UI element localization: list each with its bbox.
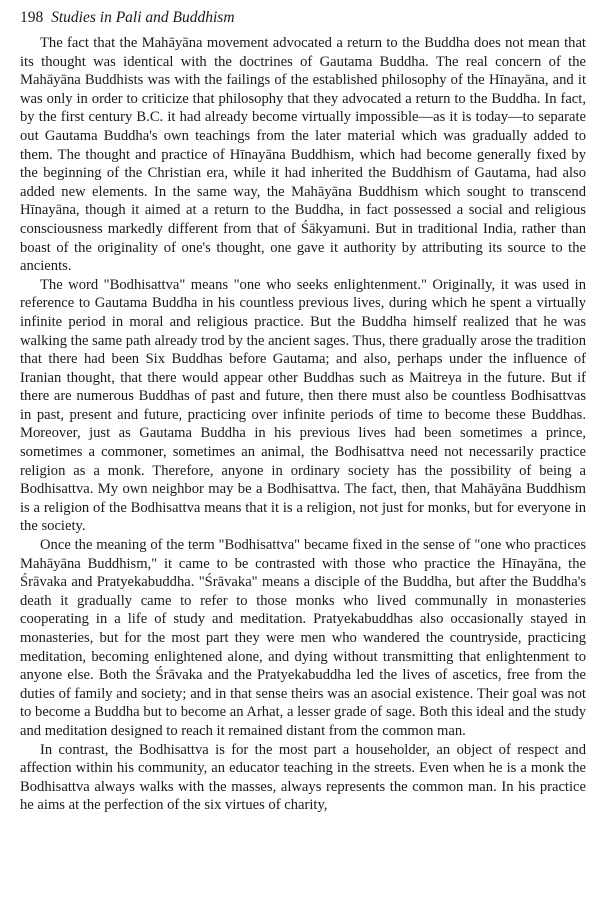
book-page — [20, 8, 586, 815]
running-head — [20, 8, 586, 28]
running-title: Studies in Pali and Buddhism — [51, 9, 235, 26]
page-number: 198 — [20, 9, 44, 26]
paragraph-mahayana-return: The fact that the Mahāyāna movement advocated a return to the Buddha does not mean that its thought was identical with the doctrines of Gautama Buddha. The real concern of the Mahāyāna Buddhists was with the failings of the established philosophy of the Hīnayāna, and it was only in order to criticize that philosophy that they advocated a return to the Buddha. In fact, by the first century B.C. it had already become virtually impossible—as it is today—to separate out Gautama Buddha's own teachings from the later material which was gradually added to them. The thought and practice of Hīnayāna Buddhism, which had become generally fixed by the beginning of the Christian era, while it had inherited the Buddhism of Gautama, had also added new elements. In the same way, the Mahāyāna Buddhism which sought to transcend Hīnayāna, though it aimed at a return to the Buddha, in fact possessed a social and religious consciousness markedly different from that of Śākyamuni. But in traditional India, rather than boast of the originality of one's thought, one gave it authority by attributing its source to the ancients. — [20, 35, 586, 275]
body-text — [20, 34, 586, 815]
paragraph-bodhisattva-meaning: The word "Bodhisattva" means "one who seeks enlightenment." Originally, it was used in reference to Gautama Buddha in his countless previous lives, during which he spent a virtually infinite period in moral and religious practice. But the Buddha himself realized that he was walking the same path already trod by the ancient sages. Thus, there gradually arose the tradition that there had been Six Buddhas before Gautama; and also, perhaps under the influence of Iranian thought, that there would appear other Buddhas such as Maitreya in the future. But if there are numerous Buddhas of past and future, then there must also be countless Bodhisattvas in past, present and future, practicing over infinite periods of time to become these Buddhas. Moreover, just as Gautama Buddha in his previous lives had been sometimes a prince, sometimes a commoner, sometimes an animal, the Bodhisattva need not necessarily practice religion as a monk. Therefore, anyone in ordinary society has the possibility of being a Bodhisattva. My own neighbor may be a Bodhisattva. The fact, then, that Mahāyāna Buddhism is a religion of the Bodhisattva means that it is a religion, not just for monks, but for everyone in the society. — [20, 276, 586, 535]
paragraph-sravaka-pratyekabuddha: Once the meaning of the term "Bodhisattva" became fixed in the sense of "one who practices Mahāyāna Buddhism," it came to be contrasted with those who practice the Hīnayāna, the Śrāvaka and Pratyekabuddha. "Śrāvaka" means a disciple of the Buddha, but after the Buddha's death it gradually came to refer to those monks who lived communally in monasteries cooperating in a life of study and meditation. Pratyekabuddhas also occasionally stayed in monasteries, but for the most part they were men who wandered the countryside, practicing meditation, becoming enlightened alone, and dying without transmitting that enlightenment to anyone else. Both the Śrāvaka and the Pratyekabuddha led the lives of ascetics, free from the duties of family and society; and in that sense theirs was an asocial existence. Their goal was not to become a Buddha but to become an Arhat, a lesser grade of sage. Both this ideal and the study and meditation designed to reach it remained distant from the common man. — [20, 537, 586, 739]
paragraph-bodhisattva-householder: In contrast, the Bodhisattva is for the most part a householder, an object of respect and affection within his community, an educator teaching in the streets. Even when he is a monk the Bodhisattva always walks with the masses, always represents the common man. In his practice he aims at the perfection of the six virtues of charity, — [20, 741, 586, 814]
